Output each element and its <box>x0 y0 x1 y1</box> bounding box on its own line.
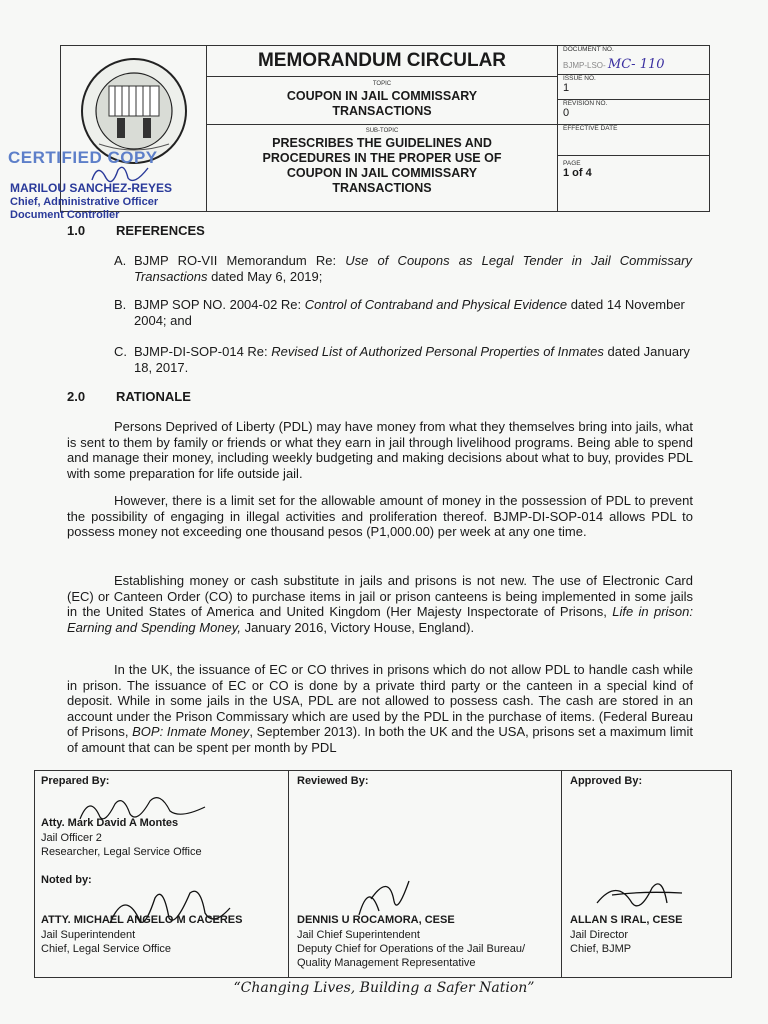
topic-line: TRANSACTIONS <box>332 104 432 118</box>
rationale-paragraph: Persons Deprived of Liberty (PDL) may have money from what they themselves bring into jails, what is sent to them by family or friends or what they earn in jail through livelihood programs. Being able to spend and manage their money, including weekly budgeting and making decisions about what to buy, provides PDL with some preparation for life outside jail. <box>67 419 693 481</box>
approved-position: Chief, BJMP <box>570 943 632 955</box>
reference-text: BJMP-DI-SOP-014 Re: <box>134 344 272 359</box>
document-no-label: DOCUMENT NO. <box>563 46 614 53</box>
topic-text <box>207 89 557 119</box>
reference-title: Revised List of Authorized Personal Properties of Inmates <box>271 344 604 359</box>
subtopic-line: COUPON IN JAIL COMMISSARY <box>286 166 478 180</box>
prepared-column <box>35 771 289 977</box>
paragraph-text: January 2016, Victory House, England). <box>240 619 475 635</box>
stamp-name: MARILOU SANCHEZ-REYES <box>10 181 173 195</box>
noted-rank: Jail Superintendent <box>41 929 136 941</box>
rationale-paragraph: However, there is a limit set for the allowable amount of money in the possession of PDL to prevent the possibility of engaging in illegal activities and proliferation thereof. BJMP-DI-SOP-014 allows PDL to possess money not exceeding one thousand pesos (P1,000.00) per week at any one time. <box>67 493 693 539</box>
footer-motto: “Changing Lives, Building a Safer Nation” <box>233 980 535 996</box>
paragraph-citation: Life in prison: Earning and Spending Money, <box>67 604 694 635</box>
approved-column <box>562 771 731 977</box>
reference-text: BJMP SOP NO. 2004-02 Re: <box>134 297 305 312</box>
reviewed-signature <box>349 871 419 919</box>
reviewed-position: Deputy Chief for Operations of the Jail Bureau/ <box>297 943 526 955</box>
effective-date-field <box>558 125 709 156</box>
rationale-paragraph <box>67 662 693 755</box>
prepared-position: Researcher, Legal Service Office <box>41 846 202 858</box>
approved-by-label: Approved By: <box>570 775 643 787</box>
rationale-paragraph <box>67 573 693 635</box>
subtopic-line: PROCEDURES IN THE PROPER USE OF <box>262 151 502 165</box>
doc-info-cell <box>558 46 709 211</box>
reference-date: dated January 18, 2017. <box>134 344 690 375</box>
reviewed-rank: Jail Chief Superintendent <box>297 929 420 941</box>
approved-signature <box>592 873 692 917</box>
section-heading-rationale: RATIONALE <box>116 389 191 404</box>
paragraph-text: , September 2013). In both the UK and the USA, prisons set a maximum limit of amount that can be spent per month by PDL <box>67 724 693 755</box>
signatory-box <box>34 770 732 978</box>
revision-no-value: 0 <box>563 107 570 119</box>
issue-no-label: ISSUE NO. <box>563 75 596 82</box>
certified-copy-stamp: CERTIFIED COPY <box>8 148 158 167</box>
paragraph-text: In the UK, the issuance of EC or CO thrives in prisons which do not allow PDL to handle cash while in prison. The issuance of EC or CO is done by a private third party or the canteen in a special kind of deposit. While in some jails in the USA, PDL are not allowed to possess cash. The cash are stored in an account under the Prison Commissary which are used by the PDL in the purchase of items. (Federal Bureau of Prisons, <box>67 662 693 739</box>
stamp-position: Chief, Administrative Officer <box>10 196 159 208</box>
paragraph-text: Establishing money or cash substitute in jails and prisons is not new. The use of Electronic Card (EC) or Canteen Order (CO) to purchase items in jail or prison canteens is being implemented in some jails in the United States of America and United Kingdom (Her Majesty Inspectorate of Prisons, <box>67 573 693 619</box>
noted-name: ATTY. MICHAEL ANGELO M CACERES <box>41 914 243 926</box>
reference-date: dated May 6, 2019; <box>207 268 323 284</box>
reference-letter: A. <box>114 253 127 268</box>
reference-item <box>134 297 692 328</box>
reference-letter: B. <box>114 297 127 312</box>
issue-no-value: 1 <box>563 82 570 94</box>
section-heading-references: REFERENCES <box>116 223 205 238</box>
reviewed-role: Quality Management Representative <box>297 957 476 969</box>
prepared-rank: Jail Officer 2 <box>41 832 102 844</box>
subtopic-line: TRANSACTIONS <box>332 181 432 195</box>
prepared-name: Atty. Mark David A Montes <box>41 817 179 829</box>
reference-text: BJMP RO-VII Memorandum Re: <box>134 253 346 268</box>
stamp-signature <box>88 160 158 190</box>
revision-no-field <box>558 100 709 125</box>
stamp-role: Document Controller <box>10 209 120 221</box>
subtopic-label: SUB-TOPIC <box>365 128 399 134</box>
reference-item <box>134 344 692 375</box>
document-no-handwritten: MC- 110 <box>607 57 665 72</box>
effective-date-label: EFFECTIVE DATE <box>563 125 618 132</box>
reference-title: Use of Coupons as Legal Tender in Jail Commissary Transactions <box>134 253 692 284</box>
section-number: 2.0 <box>67 389 86 404</box>
topic-label: TOPIC <box>372 81 392 87</box>
noted-position: Chief, Legal Service Office <box>41 943 172 955</box>
approved-rank: Jail Director <box>570 929 629 941</box>
document-no-field <box>558 46 709 75</box>
title-cell <box>207 46 558 211</box>
reviewed-by-label: Reviewed By: <box>297 775 369 787</box>
page-value: 1 of 4 <box>563 167 592 179</box>
page-label: PAGE <box>563 160 581 167</box>
topic-line: COUPON IN JAIL COMMISSARY <box>286 89 478 103</box>
document-no-value <box>558 57 709 72</box>
subtopic-text <box>207 136 557 196</box>
page-field <box>558 160 709 179</box>
paragraph-citation: BOP: Inmate Money <box>132 724 250 739</box>
noted-by-label: Noted by: <box>41 874 92 886</box>
reference-date: dated 14 November 2004; and <box>134 297 685 328</box>
approved-name: ALLAN S IRAL, CESE <box>570 914 683 926</box>
reference-title: Control of Contraband and Physical Evidence <box>304 297 568 312</box>
memo-title: MEMORANDUM CIRCULAR <box>207 46 557 77</box>
subtopic-line: PRESCRIBES THE GUIDELINES AND <box>272 136 492 150</box>
reference-item <box>134 253 692 284</box>
reviewed-column <box>289 771 562 977</box>
subtopic-section <box>207 125 557 211</box>
reviewed-name: DENNIS U ROCAMORA, CESE <box>297 914 455 926</box>
topic-section <box>207 77 557 125</box>
revision-no-label: REVISION NO. <box>563 100 608 107</box>
section-number: 1.0 <box>67 223 86 238</box>
issue-no-field <box>558 75 709 100</box>
prepared-by-label: Prepared By: <box>41 775 110 787</box>
document-no-prefix: BJMP-LSO- <box>563 61 606 70</box>
reference-letter: C. <box>114 344 127 359</box>
